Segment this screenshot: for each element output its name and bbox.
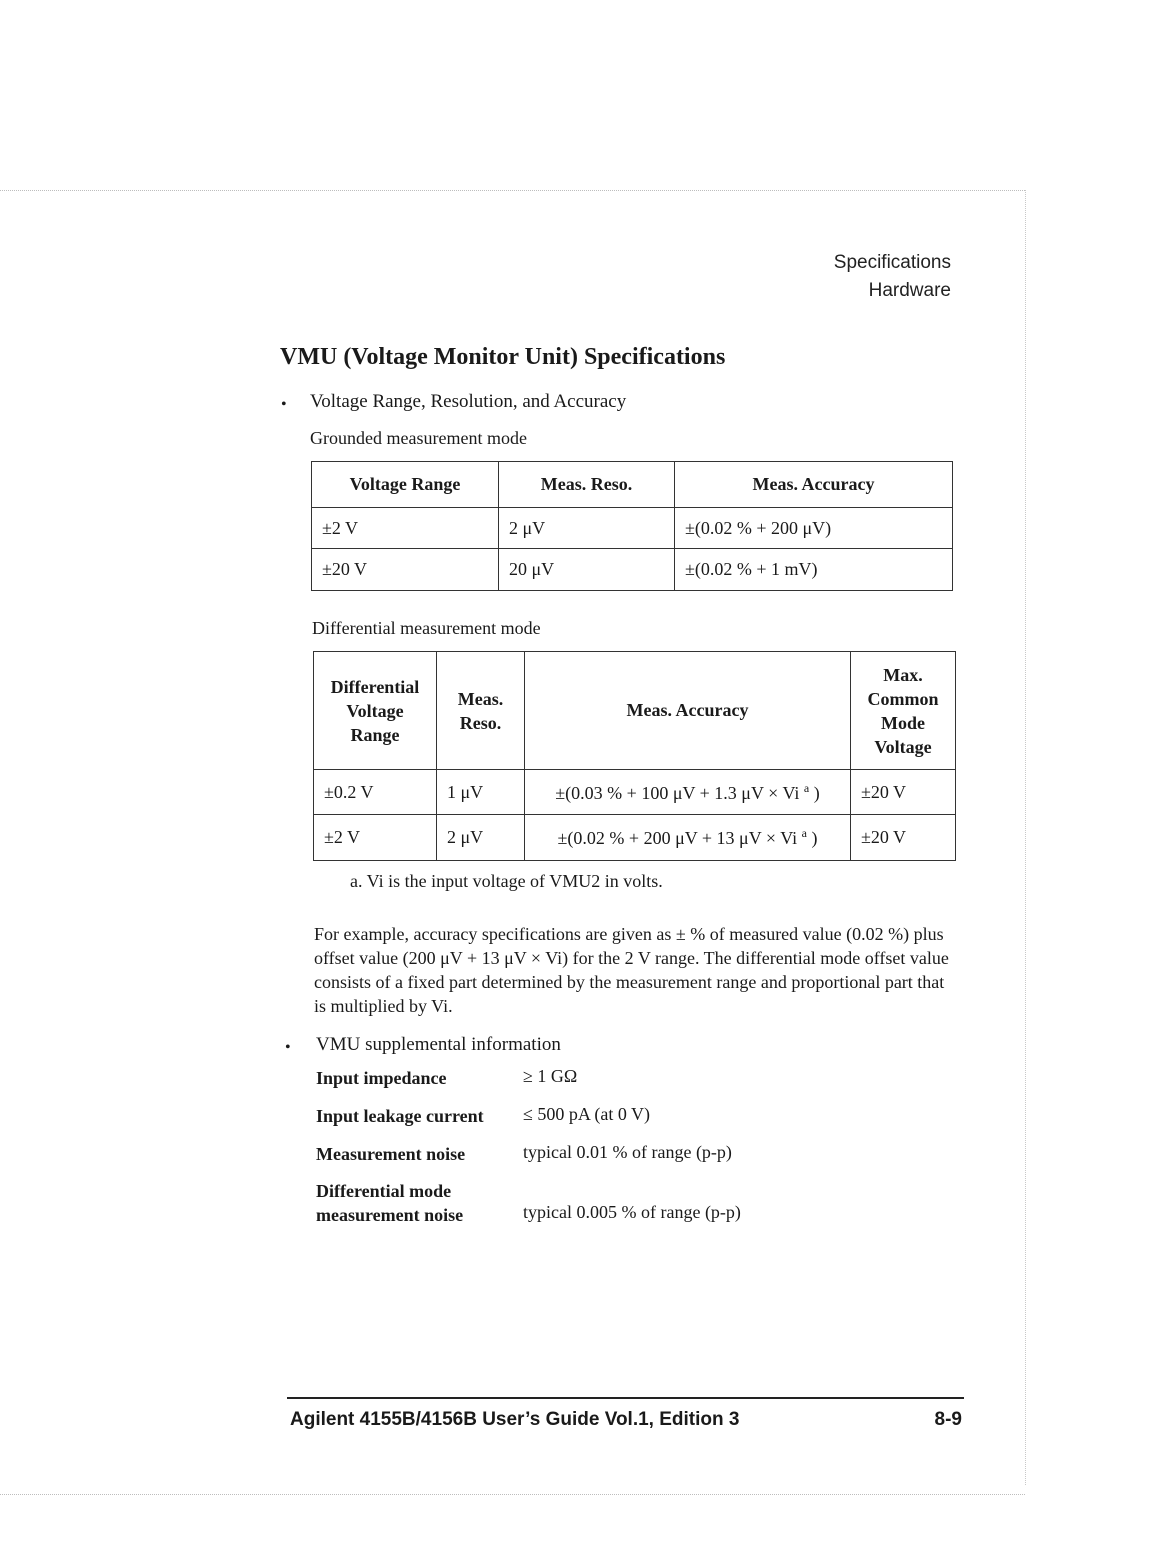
table-row (314, 815, 956, 861)
table-footnote: a. Vi is the input voltage of VMU2 in volts. (350, 871, 663, 891)
differential-caption: Differential measurement mode (312, 618, 541, 638)
cell-max-voltage: ±20 V (851, 815, 956, 861)
table-row (312, 549, 953, 591)
supplemental-label: Differential mode measurement noise (316, 1181, 464, 1225)
table-row (312, 508, 953, 549)
supplemental-label: Measurement noise (316, 1144, 466, 1164)
cell-range: ±2 V (314, 815, 437, 861)
grounded-table (311, 461, 953, 591)
footnote-ref: a (803, 780, 810, 795)
page-number: 8-9 (934, 1409, 962, 1430)
grounded-caption: Grounded measurement mode (310, 428, 527, 448)
accuracy-close: ) (813, 782, 820, 803)
footer-rule (287, 1397, 964, 1399)
accuracy-close: ) (811, 828, 818, 848)
cell-reso: 1 μV (437, 770, 525, 815)
col-voltage-range: Voltage Range (312, 462, 499, 508)
scan-edge-right (1025, 190, 1026, 1485)
bullet-supplemental: VMU supplemental information (316, 1034, 561, 1055)
col-differential-voltage-range: Differential Voltage Range (314, 652, 437, 770)
cell-accuracy (525, 770, 851, 815)
cell-accuracy: ±(0.02 % + 1 mV) (675, 549, 953, 591)
cell-accuracy: ±(0.02 % + 200 μV) (675, 508, 953, 549)
footnote-ref: a (801, 826, 807, 840)
bullet-marker: • (285, 1039, 291, 1056)
col-max-common-mode-voltage: Max. Common Mode Voltage (851, 652, 956, 770)
supplemental-value: typical 0.01 % of range (p-p) (523, 1142, 732, 1162)
supplemental-value: typical 0.005 % of range (p-p) (523, 1202, 741, 1222)
scan-edge-bottom (0, 1494, 1025, 1495)
example-paragraph: For example, accuracy specifications are given as ± % of measured value (0.02 %) plus offset value (200 μV + 13 μV × Vi) for the 2 V range. The differential mode offset value consists of a fixed part determined by the measurement range and proportional part that is multiplied by Vi. (314, 924, 949, 1016)
cell-max-voltage: ±20 V (851, 770, 956, 815)
bullet-voltage-range: Voltage Range, Resolution, and Accuracy (310, 391, 627, 412)
supplemental-label: Input impedance (316, 1068, 447, 1088)
running-head (834, 249, 951, 305)
running-head-subsection: Hardware (868, 280, 951, 301)
differential-table (313, 651, 956, 861)
section-title: VMU (Voltage Monitor Unit) Specifications (280, 344, 726, 370)
col-meas-accuracy: Meas. Accuracy (675, 462, 953, 508)
accuracy-text: ±(0.03 % + 100 μV + 1.3 μV × Vi (555, 782, 800, 803)
col-meas-reso: Meas. Reso. (437, 652, 525, 770)
supplemental-value: ≤ 500 pA (at 0 V) (523, 1104, 651, 1124)
footer-title: Agilent 4155B/4156B User’s Guide Vol.1, Edition 3 (290, 1409, 740, 1430)
supplemental-value: ≥ 1 GΩ (523, 1066, 578, 1086)
bullet-marker: • (281, 396, 287, 413)
grounded-header-row (312, 462, 953, 508)
differential-header-row (314, 652, 956, 770)
cell-range: ±0.2 V (314, 770, 437, 815)
supplemental-label: Input leakage current (316, 1106, 484, 1126)
col-meas-accuracy: Meas. Accuracy (525, 652, 851, 770)
scan-edge-top (0, 190, 1025, 191)
cell-reso: 2 μV (499, 508, 675, 549)
col-meas-reso: Meas. Reso. (499, 462, 675, 508)
running-head-section: Specifications (833, 252, 951, 273)
cell-reso: 20 μV (499, 549, 675, 591)
cell-reso: 2 μV (437, 815, 525, 861)
cell-range: ±2 V (312, 508, 499, 549)
cell-accuracy (525, 815, 851, 861)
cell-range: ±20 V (312, 549, 499, 591)
table-row (314, 770, 956, 815)
accuracy-text: ±(0.02 % + 200 μV + 13 μV × Vi (557, 828, 798, 848)
